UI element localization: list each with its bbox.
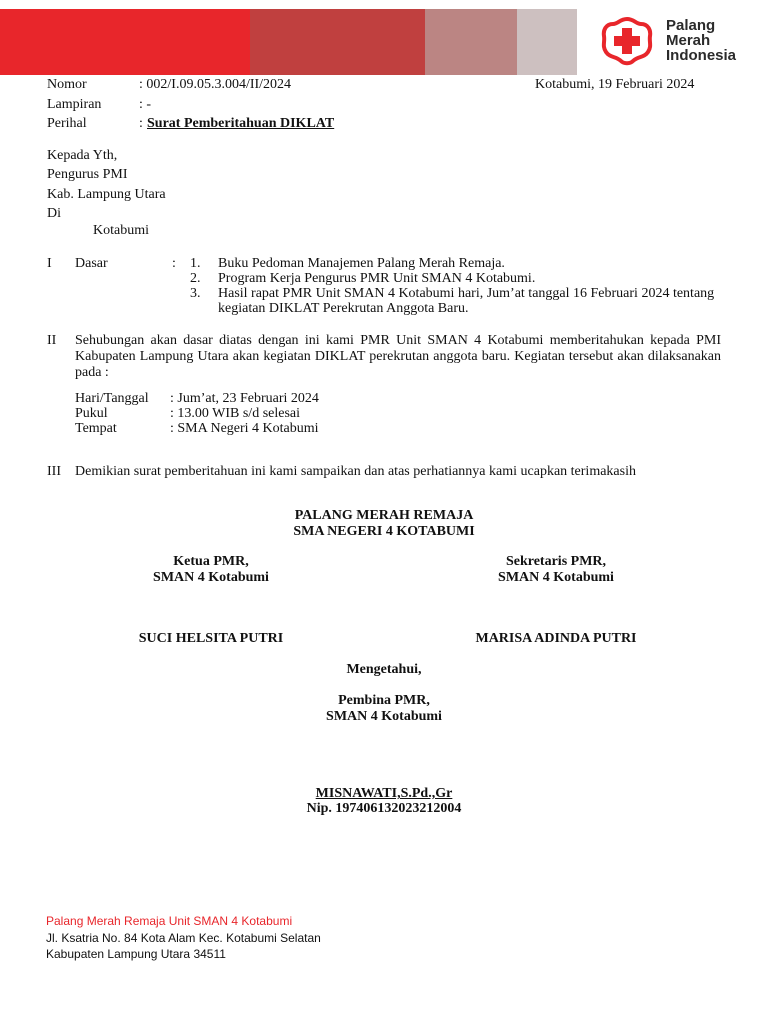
recipient-line: Di <box>47 206 61 221</box>
ketua-name: SUCI HELSITA PUTRI <box>138 631 284 646</box>
ketua-school: SMAN 4 Kotabumi <box>153 570 269 585</box>
detail-value: : SMA Negeri 4 Kotabumi <box>170 421 319 436</box>
pembina-title: Pembina PMR, <box>338 693 430 708</box>
recipient-line: Kepada Yth, <box>47 148 118 163</box>
list-item: Hasil rapat PMR Unit SMAN 4 Kotabumi hari, Jum’at tanggal 16 Februari 2024 tentang <box>218 286 715 301</box>
section-number: III <box>47 464 61 479</box>
list-number: 1. <box>190 256 201 271</box>
pembina-name-text: MISNAWATI,S.Pd.,Gr <box>315 786 453 801</box>
org-school: SMA NEGERI 4 KOTABUMI <box>293 524 475 539</box>
section-number: I <box>47 256 52 271</box>
footer-address: Jl. Ksatria No. 84 Kota Alam Kec. Kotabumi Selatan <box>46 931 321 945</box>
recipient-line: Kotabumi <box>93 223 149 238</box>
sekretaris-school: SMAN 4 Kotabumi <box>498 570 614 585</box>
logo-line: Merah <box>666 32 711 49</box>
header-bar-rose <box>425 9 517 75</box>
pmi-logo <box>600 14 750 70</box>
footer-org: Palang Merah Remaja Unit SMAN 4 Kotabumi <box>46 914 293 928</box>
header-bar-darkred <box>250 9 425 75</box>
recipient-line: Kab. Lampung Utara <box>47 187 166 202</box>
section-label: Dasar <box>75 256 108 271</box>
sekretaris-title: Sekretaris PMR, <box>505 554 607 569</box>
pembina-nip: Nip. 197406132023212004 <box>306 801 462 816</box>
header-bar-red <box>0 9 250 75</box>
sekretaris-name: MARISA ADINDA PUTRI <box>475 631 637 646</box>
ketua-title: Ketua PMR, <box>173 554 249 569</box>
perihal-colon: : <box>139 116 143 131</box>
nomor-label: Nomor <box>47 77 87 92</box>
list-number: 3. <box>190 286 201 301</box>
list-item-continuation: kegiatan DIKLAT Perekrutan Anggota Baru. <box>218 301 469 316</box>
detail-label: Pukul <box>75 406 108 421</box>
section-number: II <box>47 333 57 348</box>
section-paragraph: Sehubungan akan dasar diatas dengan ini kami PMR Unit SMAN 4 Kotabumi memberitahukan kepada PMI Kabupaten Lampung Utara akan kegiatan DIKLAT perekrutan anggota baru. Kegiatan tersebut akan dilaksanakan pada : <box>75 333 721 380</box>
red-cross-icon <box>600 16 654 66</box>
lampiran-label: Lampiran <box>47 97 102 112</box>
logo-wordmark <box>666 18 736 63</box>
perihal-label: Perihal <box>47 116 87 131</box>
header-bar-grey <box>517 9 577 75</box>
recipient-line: Pengurus PMI <box>47 167 128 182</box>
pembina-school: SMAN 4 Kotabumi <box>326 709 442 724</box>
detail-label: Hari/Tanggal <box>75 391 149 406</box>
lampiran-value: : - <box>139 97 152 112</box>
nomor-value: : 002/I.09.05.3.004/II/2024 <box>139 77 292 92</box>
mengetahui: Mengetahui, <box>346 662 422 677</box>
logo-line: Indonesia <box>666 47 737 64</box>
list-number: 2. <box>190 271 201 286</box>
list-item: Program Kerja Pengurus PMR Unit SMAN 4 Kotabumi. <box>218 271 536 286</box>
pembina-name <box>234 786 534 802</box>
place-date: Kotabumi, 19 Februari 2024 <box>535 77 695 92</box>
perihal-value: Surat Pemberitahuan DIKLAT <box>147 116 335 131</box>
org-name: PALANG MERAH REMAJA <box>294 508 474 523</box>
detail-label: Tempat <box>75 421 117 436</box>
detail-value: : Jum’at, 23 Februari 2024 <box>170 391 319 406</box>
footer-city: Kabupaten Lampung Utara 34511 <box>46 947 226 961</box>
section-colon: : <box>172 256 176 271</box>
list-item: Buku Pedoman Manajemen Palang Merah Remaja. <box>218 256 505 271</box>
detail-value: : 13.00 WIB s/d selesai <box>170 406 301 421</box>
section-paragraph: Demikian surat pemberitahuan ini kami sampaikan dan atas perhatiannya kami ucapkan terimakasih <box>75 464 636 479</box>
logo-line: Palang <box>666 17 716 34</box>
